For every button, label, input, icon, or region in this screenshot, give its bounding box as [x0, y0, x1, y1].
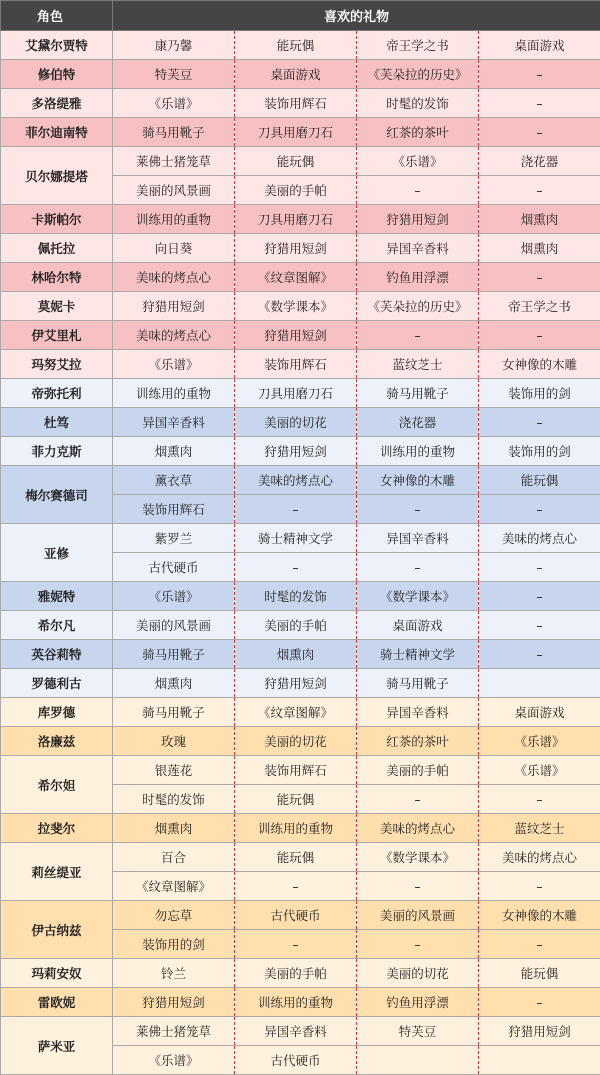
gift-cell: –	[479, 988, 600, 1017]
gift-cell: 异国辛香料	[357, 524, 479, 553]
gift-cell: –	[235, 930, 357, 959]
gift-cell: 训练用的重物	[235, 814, 357, 843]
gift-cell: 烟熏肉	[479, 205, 600, 234]
character-name: 伊古纳兹	[1, 901, 113, 959]
gift-cell: 《乐谱》	[113, 350, 235, 379]
table-row	[1, 988, 600, 1017]
gift-cell: 刀具用磨刀石	[235, 379, 357, 408]
gift-cell: 美丽的风景画	[357, 901, 479, 930]
gift-cell: –	[357, 176, 479, 205]
table-row	[1, 263, 600, 292]
gift-cell: 能玩偶	[235, 147, 357, 176]
gift-cell: 刀具用磨刀石	[235, 118, 357, 147]
gift-cell: –	[357, 930, 479, 959]
gift-cell: 骑马用靴子	[113, 640, 235, 669]
gift-cell: –	[479, 930, 600, 959]
character-name: 杜笃	[1, 408, 113, 437]
character-name: 帝弥托利	[1, 379, 113, 408]
gift-cell: 美味的烤点心	[113, 263, 235, 292]
character-name: 拉斐尔	[1, 814, 113, 843]
gift-cell: 《数学课本》	[235, 292, 357, 321]
gift-cell: 骑士精神文学	[357, 640, 479, 669]
gift-cell: 《乐谱》	[113, 89, 235, 118]
gift-cell: 异国辛香料	[235, 1017, 357, 1046]
gift-cell: –	[357, 495, 479, 524]
gift-cell: 训练用的重物	[113, 205, 235, 234]
gift-cell: 美丽的风景画	[113, 611, 235, 640]
gift-cell: 《数学课本》	[357, 843, 479, 872]
gift-cell: 百合	[113, 843, 235, 872]
table-row	[1, 727, 600, 756]
table-row	[1, 118, 600, 147]
table-row	[1, 321, 600, 350]
table-row	[1, 437, 600, 466]
gift-cell: 向日葵	[113, 234, 235, 263]
table-row	[1, 901, 600, 930]
gift-cell: –	[479, 872, 600, 901]
gift-cell: 美丽的切花	[235, 408, 357, 437]
gift-cell: 骑马用靴子	[357, 379, 479, 408]
gift-cell: 《芙朵拉的历史》	[357, 292, 479, 321]
gift-cell	[479, 669, 600, 698]
gift-cell: 美丽的手帕	[235, 176, 357, 205]
gift-cell: 紫罗兰	[113, 524, 235, 553]
gift-cell: 蓝纹芝士	[357, 350, 479, 379]
gift-cell: 红茶的茶叶	[357, 727, 479, 756]
gift-cell: 装饰用的剑	[113, 930, 235, 959]
gift-cell: 康乃馨	[113, 31, 235, 60]
gift-cell: 异国辛香料	[113, 408, 235, 437]
table-body	[1, 31, 600, 1075]
gift-cell: 烟熏肉	[235, 640, 357, 669]
gift-cell: 浇花器	[357, 408, 479, 437]
header-role: 角色	[1, 1, 113, 31]
gift-cell: 装饰用辉石	[235, 89, 357, 118]
gift-cell: 勿忘草	[113, 901, 235, 930]
gift-cell: –	[479, 263, 600, 292]
table-row	[1, 611, 600, 640]
gift-cell: 能玩偶	[235, 31, 357, 60]
gift-cell: 狩猎用短剑	[113, 988, 235, 1017]
character-name: 梅尔赛德司	[1, 466, 113, 524]
table-row	[1, 466, 600, 495]
table-row	[1, 205, 600, 234]
character-name: 菲尔迪南特	[1, 118, 113, 147]
gift-cell: –	[235, 872, 357, 901]
gift-cell: 桌面游戏	[479, 698, 600, 727]
table-row	[1, 1017, 600, 1046]
character-name: 库罗德	[1, 698, 113, 727]
gift-cell: 骑马用靴子	[113, 698, 235, 727]
gift-cell: 美味的烤点心	[479, 843, 600, 872]
gift-cell: 异国辛香料	[357, 234, 479, 263]
gift-cell: 训练用的重物	[113, 379, 235, 408]
character-name: 佩托拉	[1, 234, 113, 263]
table-row	[1, 582, 600, 611]
character-name: 多洛缇雅	[1, 89, 113, 118]
table-row	[1, 31, 600, 60]
gift-cell: 《纹章图解》	[235, 263, 357, 292]
gift-cell: 《乐谱》	[479, 756, 600, 785]
gift-cell: 时髦的发饰	[113, 785, 235, 814]
gift-cell: 装饰用的剑	[479, 379, 600, 408]
character-name: 希尔妲	[1, 756, 113, 814]
gift-cell: 异国辛香料	[357, 698, 479, 727]
gift-cell: 蓝纹芝士	[479, 814, 600, 843]
character-name: 莉丝缇亚	[1, 843, 113, 901]
gift-cell: –	[357, 785, 479, 814]
table-row	[1, 756, 600, 785]
character-name: 伊艾里札	[1, 321, 113, 350]
gift-cell: 特芙豆	[113, 60, 235, 89]
gift-cell: –	[357, 321, 479, 350]
gift-cell: 《纹章图解》	[113, 872, 235, 901]
gift-cell: 莱佛士猪笼草	[113, 147, 235, 176]
character-name: 希尔凡	[1, 611, 113, 640]
gift-cell: 时髦的发饰	[235, 582, 357, 611]
gift-cell: 狩猎用短剑	[357, 205, 479, 234]
gift-cell: 烟熏肉	[479, 234, 600, 263]
gift-cell: –	[479, 582, 600, 611]
gift-cell: 女神像的木雕	[357, 466, 479, 495]
gift-cell: 桌面游戏	[479, 31, 600, 60]
gift-cell: 《乐谱》	[357, 147, 479, 176]
gift-cell: 玫瑰	[113, 727, 235, 756]
gift-cell: 狩猎用短剑	[235, 669, 357, 698]
table-row	[1, 379, 600, 408]
gift-cell: 《乐谱》	[113, 1046, 235, 1075]
gift-cell: 刀具用磨刀石	[235, 205, 357, 234]
gift-cell: 美丽的切花	[357, 959, 479, 988]
gift-cell: 古代硬币	[113, 553, 235, 582]
gift-cell: 装饰用辉石	[113, 495, 235, 524]
table-row	[1, 234, 600, 263]
gift-cell: 钓鱼用浮漂	[357, 263, 479, 292]
character-name: 萨米亚	[1, 1017, 113, 1075]
table-row	[1, 350, 600, 379]
gift-cell: 烟熏肉	[113, 814, 235, 843]
table-row	[1, 669, 600, 698]
character-name: 卡斯帕尔	[1, 205, 113, 234]
gift-cell: 能玩偶	[235, 843, 357, 872]
character-name: 罗德利古	[1, 669, 113, 698]
gift-cell: 骑马用靴子	[357, 669, 479, 698]
gift-cell: 时髦的发饰	[357, 89, 479, 118]
gift-cell: 装饰用辉石	[235, 756, 357, 785]
gift-cell: 《芙朵拉的历史》	[357, 60, 479, 89]
gift-cell: –	[479, 495, 600, 524]
gift-cell: 帝王学之书	[357, 31, 479, 60]
table-row	[1, 60, 600, 89]
table-row	[1, 814, 600, 843]
gift-cell: 美味的烤点心	[357, 814, 479, 843]
gift-cell: –	[479, 785, 600, 814]
gift-cell: 古代硬币	[235, 1046, 357, 1075]
gift-cell: 装饰用的剑	[479, 437, 600, 466]
gift-cell: 能玩偶	[479, 466, 600, 495]
gift-cell: 美丽的手帕	[235, 959, 357, 988]
gift-cell: 狩猎用短剑	[235, 234, 357, 263]
gift-cell: –	[479, 60, 600, 89]
gift-cell: 装饰用辉石	[235, 350, 357, 379]
table-row	[1, 292, 600, 321]
gift-cell: 狩猎用短剑	[113, 292, 235, 321]
table-row	[1, 698, 600, 727]
gift-cell: 桌面游戏	[235, 60, 357, 89]
table-row	[1, 524, 600, 553]
gift-cell: 狩猎用短剑	[235, 437, 357, 466]
character-name: 修伯特	[1, 60, 113, 89]
gift-cell: 烟熏肉	[113, 669, 235, 698]
table-row	[1, 843, 600, 872]
gift-cell: 钓鱼用浮漂	[357, 988, 479, 1017]
character-name: 雷欧妮	[1, 988, 113, 1017]
gift-cell: 特芙豆	[357, 1017, 479, 1046]
gift-cell: 《数学课本》	[357, 582, 479, 611]
gift-cell: 女神像的木雕	[479, 350, 600, 379]
character-name: 洛廉兹	[1, 727, 113, 756]
character-name: 莫妮卡	[1, 292, 113, 321]
gift-cell: –	[479, 553, 600, 582]
gift-cell: –	[235, 495, 357, 524]
character-name: 贝尔娜提塔	[1, 147, 113, 205]
gift-cell: 薰衣草	[113, 466, 235, 495]
character-name: 亚修	[1, 524, 113, 582]
gift-cell: 能玩偶	[479, 959, 600, 988]
character-name: 雅妮特	[1, 582, 113, 611]
gift-cell: –	[235, 553, 357, 582]
gift-cell: 美丽的切花	[235, 727, 357, 756]
gift-cell: –	[479, 611, 600, 640]
character-name: 玛努艾拉	[1, 350, 113, 379]
gift-cell: 骑士精神文学	[235, 524, 357, 553]
table-row	[1, 640, 600, 669]
gift-cell	[479, 1046, 600, 1075]
gift-cell: 美丽的手帕	[357, 756, 479, 785]
gift-cell: –	[357, 553, 479, 582]
gift-cell: 能玩偶	[235, 785, 357, 814]
gift-cell: –	[479, 640, 600, 669]
table-header	[1, 1, 600, 31]
table-row	[1, 89, 600, 118]
table-row	[1, 408, 600, 437]
character-name: 英谷莉特	[1, 640, 113, 669]
gift-cell: 红茶的茶叶	[357, 118, 479, 147]
gift-cell: 古代硬币	[235, 901, 357, 930]
gift-cell: 帝王学之书	[479, 292, 600, 321]
gift-cell: 《乐谱》	[479, 727, 600, 756]
gift-cell: –	[479, 118, 600, 147]
gift-cell: 狩猎用短剑	[235, 321, 357, 350]
gift-cell: 女神像的木雕	[479, 901, 600, 930]
gift-cell: 莱佛士猪笼草	[113, 1017, 235, 1046]
character-name: 林哈尔特	[1, 263, 113, 292]
header-gifts: 喜欢的礼物	[113, 1, 600, 31]
gift-cell: 训练用的重物	[357, 437, 479, 466]
gift-cell: 狩猎用短剑	[479, 1017, 600, 1046]
character-name: 菲力克斯	[1, 437, 113, 466]
gift-cell: 桌面游戏	[357, 611, 479, 640]
gift-cell: 美味的烤点心	[235, 466, 357, 495]
gift-cell: –	[479, 408, 600, 437]
gift-cell: –	[479, 176, 600, 205]
gift-cell: 美丽的手帕	[235, 611, 357, 640]
gift-cell: 美味的烤点心	[479, 524, 600, 553]
gift-cell: 《纹章图解》	[235, 698, 357, 727]
gift-cell: 美味的烤点心	[113, 321, 235, 350]
table-row	[1, 959, 600, 988]
gift-cell: 训练用的重物	[235, 988, 357, 1017]
gift-cell: 银莲花	[113, 756, 235, 785]
gift-cell: –	[479, 321, 600, 350]
gift-cell: 《乐谱》	[113, 582, 235, 611]
gift-cell: –	[357, 872, 479, 901]
character-name: 玛莉安奴	[1, 959, 113, 988]
character-name: 艾黛尔贾特	[1, 31, 113, 60]
table-row	[1, 147, 600, 176]
gift-cell: 烟熏肉	[113, 437, 235, 466]
gift-cell: 浇花器	[479, 147, 600, 176]
gift-cell: 美丽的风景画	[113, 176, 235, 205]
gift-cell: 骑马用靴子	[113, 118, 235, 147]
gift-cell: 铃兰	[113, 959, 235, 988]
gift-cell: –	[479, 89, 600, 118]
gift-cell	[357, 1046, 479, 1075]
